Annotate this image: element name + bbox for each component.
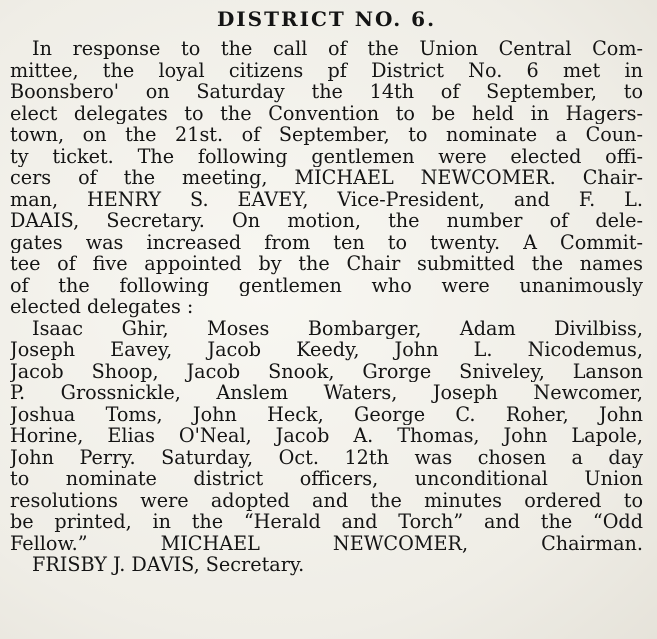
article-body [10, 38, 643, 576]
article-line: elect delegates to the Convention to be held in Hagers- [10, 102, 643, 124]
article-signature: FRISBY J. DAVIS, Secretary. [32, 554, 305, 576]
article-line: cers of the meeting, MICHAEL NEWCOMER. Chair- [10, 167, 643, 189]
article-line: DAAIS, Secretary. On motion, the number of dele- [10, 210, 643, 232]
article-line: John Perry. Saturday, Oct. 12th was chosen a day [10, 446, 643, 468]
article-line: Fellow.” MICHAEL NEWCOMER, Chairman. [10, 532, 643, 554]
article-line: mittee, the loyal citizens pf District No. 6 met in [10, 59, 643, 81]
article-line: Joseph Eavey, Jacob Keedy, John L. Nicodemus, [10, 339, 643, 361]
article-line: Isaac Ghir, Moses Bombarger, Adam Divilbiss, [32, 317, 643, 339]
article-line: to nominate district officers, unconditional Union [10, 468, 643, 490]
article-line: Boonsbero' on Saturday the 14th of September, to [10, 81, 643, 103]
article-line: man, HENRY S. EAVEY, Vice-President, and F. L. [10, 188, 643, 210]
article-line: town, on the 21st. of September, to nominate a Coun- [10, 124, 643, 146]
article-line: Joshua Toms, John Heck, George C. Roher, John [10, 403, 643, 425]
article-line: ty ticket. The following gentlemen were elected offi- [10, 145, 643, 167]
article-line: of the following gentlemen who were unanimously [10, 274, 643, 296]
article-line: In response to the call of the Union Central Com- [32, 38, 643, 60]
article-line: P. Grossnickle, Anslem Waters, Joseph Newcomer, [10, 382, 643, 404]
article-title: DISTRICT NO. 6. [216, 7, 437, 31]
article-line: Jacob Shoop, Jacob Snook, Grorge Sniveley, Lanson [10, 360, 643, 382]
article-line: Horine, Elias O'Neal, Jacob A. Thomas, John Lapole, [10, 425, 643, 447]
article-line: elected delegates : [10, 296, 194, 318]
article-line: be printed, in the “Herald and Torch” and the “Odd [10, 511, 643, 533]
article-line: resolutions were adopted and the minutes ordered to [10, 489, 643, 511]
article-line: gates was increased from ten to twenty. A Commit- [10, 231, 643, 253]
article-line: tee of five appointed by the Chair submitted the names [10, 253, 643, 275]
